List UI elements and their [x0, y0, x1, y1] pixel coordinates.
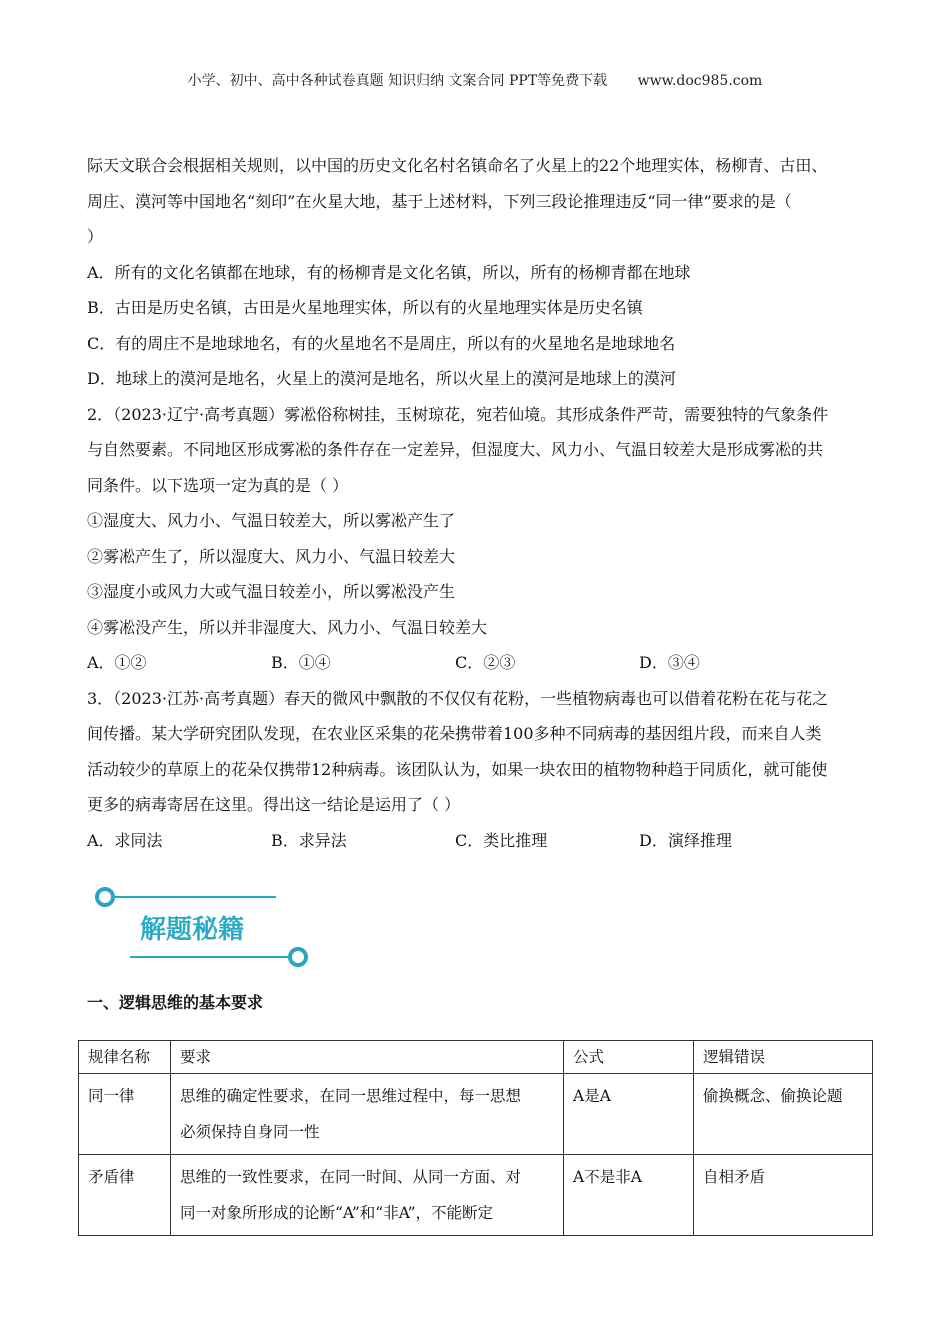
q2-statement-1: ①湿度大、风力小、气温日较差大，所以雾凇产生了	[87, 511, 456, 530]
q2-option-c: C．②③	[455, 653, 516, 672]
q2-options	[87, 645, 867, 681]
questions-block	[87, 148, 867, 858]
col-header-name: 规律名称	[79, 1041, 171, 1074]
q2-text-line: 2．（2023·辽宁·高考真题）雾凇俗称树挂，玉树琼花，宛若仙境。其形成条件严苛，需要独特的气象条件	[87, 404, 829, 424]
q1-option-c: C．有的周庄不是地球地名，有的火星地名不是周庄，所以有的火星地名是地球地名	[87, 333, 676, 353]
table-row	[79, 1155, 873, 1236]
badge-text: 解题秘籍	[139, 915, 245, 945]
q3-option-a: A．求同法	[87, 830, 163, 850]
q2-option-d: D．③④	[639, 653, 700, 672]
q1-option-a: A．所有的文化名镇都在地球，有的杨柳青是文化名镇，所以，所有的杨柳青都在地球	[87, 262, 691, 282]
section-title: 一、逻辑思维的基本要求	[87, 993, 264, 1012]
q3-option-c: C．类比推理	[455, 830, 548, 850]
q3-option-d: D．演绎推理	[639, 830, 732, 850]
rule-formula: A是A	[564, 1074, 694, 1155]
q2-text-line: 同条件。以下选项一定为真的是（ ）	[87, 475, 349, 495]
table-row	[79, 1074, 873, 1155]
q2-statement-2: ②雾凇产生了，所以湿度大、风力小、气温日较差大	[87, 546, 456, 566]
header-site-link[interactable]: www.doc985.com	[637, 73, 763, 89]
requirement-line: 思维的确定性要求，在同一思维过程中，每一思想	[180, 1087, 522, 1105]
q3-text-line: 活动较少的草原上的花朵仅携带12种病毒。该团队认为，如果一块农田的植物物种趋于同质化，就可能使	[87, 759, 828, 779]
rule-formula: A不是非A	[564, 1155, 694, 1236]
q1-text-line: 际天文联合会根据相关规则，以中国的历史文化名村名镇命名了火星上的22个地理实体，杨柳青、古田、	[87, 156, 828, 175]
rule-error: 偷换概念、偷换论题	[694, 1074, 873, 1155]
rule-name: 矛盾律	[79, 1155, 171, 1236]
header-text: 小学、初中、高中各种试卷真题 知识归纳 文案合同 PPT等免费下载	[187, 73, 608, 89]
q3-option-b: B．求异法	[271, 830, 347, 850]
col-header-error: 逻辑错误	[694, 1041, 873, 1074]
requirement-line: 必须保持自身同一性	[180, 1123, 320, 1141]
solution-tips-badge	[92, 877, 322, 972]
badge-left-ring-icon	[97, 889, 113, 905]
rule-requirement	[171, 1074, 564, 1155]
q1-text-line: ）	[87, 227, 104, 246]
page-header	[0, 70, 950, 90]
rule-name: 同一律	[79, 1074, 171, 1155]
q3-text-line: 3．（2023·江苏·高考真题）春天的微风中飘散的不仅仅有花粉，一些植物病毒也可以借着花粉在花与花之	[87, 688, 829, 708]
col-header-formula: 公式	[564, 1041, 694, 1074]
q3-text-line: 更多的病毒寄居在这里。得出这一结论是运用了（ ）	[87, 795, 461, 814]
table-header-row	[79, 1041, 873, 1074]
q2-text-line: 与自然要素。不同地区形成雾凇的条件存在一定差异，但湿度大、风力小、气温日较差大是形成雾凇的共	[87, 440, 824, 459]
q3-text-line: 间传播。某大学研究团队发现，在农业区采集的花朵携带着100多种不同病毒的基因组片段，而来自人类	[87, 724, 822, 743]
q2-statement-3: ③湿度小或风力大或气温日较差小，所以雾凇没产生	[87, 582, 456, 601]
badge-right-ring-icon	[290, 949, 306, 965]
logic-rules-table	[78, 1040, 873, 1236]
q3-options	[87, 823, 867, 859]
q1-option-d: D．地球上的漠河是地名，火星上的漠河是地名，所以火星上的漠河是地球上的漠河	[87, 369, 676, 388]
q2-option-b: B．①④	[271, 653, 331, 672]
col-header-requirement: 要求	[171, 1041, 564, 1074]
requirement-line: 思维的一致性要求，在同一时间、从同一方面、对	[180, 1168, 522, 1186]
rule-error: 自相矛盾	[694, 1155, 873, 1236]
rule-requirement	[171, 1155, 564, 1236]
q2-statement-4: ④雾凇没产生，所以并非湿度大、风力小、气温日较差大	[87, 617, 488, 637]
q2-option-a: A．①②	[87, 653, 147, 672]
q1-option-b: B．古田是历史名镇，古田是火星地理实体，所以有的火星地理实体是历史名镇	[87, 298, 643, 317]
requirement-line: 同一对象所形成的论断“A”和“非A”，不能断定	[180, 1204, 494, 1222]
q1-text-line: 周庄、漠河等中国地名“刻印”在火星大地，基于上述材料，下列三段论推理违反“同一律”要求的是（	[87, 191, 792, 211]
